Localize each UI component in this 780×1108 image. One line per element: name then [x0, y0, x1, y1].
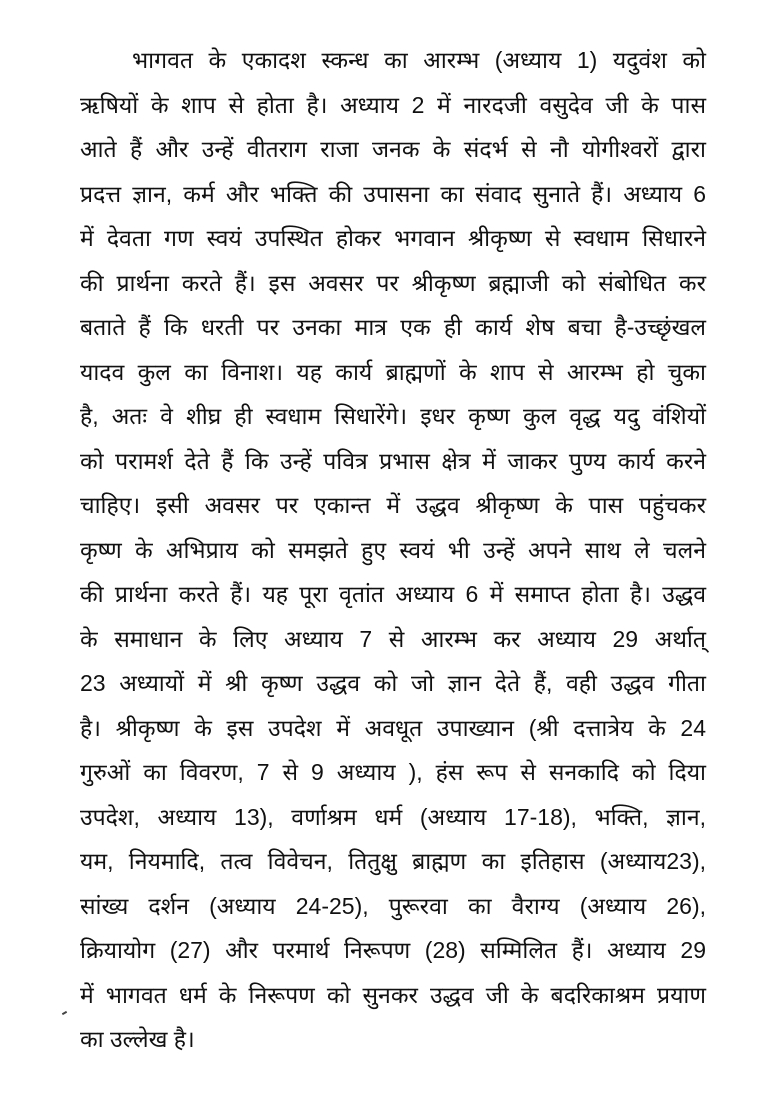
paragraph-line: भागवत के एकादश स्कन्ध का आरम्भ (अध्याय 1) यदुवंश को	[132, 47, 706, 73]
paragraph-line: का उल्लेख है।	[80, 1026, 195, 1052]
paragraph-line: को परामर्श देते हैं कि उन्हें पवित्र प्रभास क्षेत्र में जाकर पुण्य कार्य करने	[80, 447, 706, 474]
paragraph-line: क्रियायोग (27) और परमार्थ निरूपण (28) सम्मिलित हैं। अध्याय 29	[80, 937, 706, 963]
paragraph-line: सांख्य दर्शन (अध्याय 24-25), पुरूरवा का वैराग्य (अध्याय 26),	[80, 892, 706, 919]
paragraph-line: में भागवत धर्म के निरूपण को सुनकर उद्धव जी के बदरिकाश्रम प्रयाण	[80, 981, 706, 1008]
paragraph-line: चाहिए। इसी अवसर पर एकान्त में उद्धव श्रीकृष्ण के पास पहुंचकर	[80, 492, 706, 518]
paragraph-line: है। श्रीकृष्ण के इस उपदेश में अवधूत उपाख्यान (श्री दत्तात्रेय के 24	[80, 714, 706, 741]
stray-mark	[62, 1011, 67, 1015]
paragraph-line: यादव कुल का विनाश। यह कार्य ब्राह्मणों के शाप से आरम्भ हो चुका	[80, 358, 706, 385]
paragraph-line: आते हैं और उन्हें वीतराग राजा जनक के संदर्भ से नौ योगीश्वरों द्वारा	[80, 136, 706, 162]
paragraph-line: 23 अध्यायों में श्री कृष्ण उद्धव को जो ज्ञान देते हैं, वही उद्धव गीता	[80, 670, 706, 696]
paragraph-line: उपदेश, अध्याय 13), वर्णाश्रम धर्म (अध्याय 17-18), भक्ति, ज्ञान,	[80, 803, 706, 830]
paragraph-line: की प्रार्थना करते हैं। यह पूरा वृतांत अध्याय 6 में समाप्त होता है। उद्धव	[80, 581, 706, 607]
paragraph-line: के समाधान के लिए अध्याय 7 से आरम्भ कर अध्याय 29 अर्थात्	[80, 625, 706, 652]
paragraph-line: में देवता गण स्वयं उपस्थित होकर भगवान श्रीकृष्ण से स्वधाम सिधारने	[80, 225, 706, 251]
paragraph-line: है, अतः वे शीघ्र ही स्वधाम सिधारेंगे। इधर कृष्ण कुल वृद्ध यदु वंशियों	[80, 403, 706, 429]
paragraph-line: कृष्ण के अभिप्राय को समझते हुए स्वयं भी उन्हें अपने साथ ले चलने	[80, 536, 706, 563]
paragraph-line: ऋषियों के शाप से होता है। अध्याय 2 में नारदजी वसुदेव जी के पास	[80, 91, 706, 118]
paragraph-line: प्रदत्त ज्ञान, कर्म और भक्ति की उपासना का संवाद सुनाते हैं। अध्याय 6	[80, 180, 706, 207]
paragraph-line: की प्रार्थना करते हैं। इस अवसर पर श्रीकृष्ण ब्रह्माजी को संबोधित कर	[80, 269, 706, 296]
paragraph-line: यम, नियमादि, तत्व विवेचन, तितुक्षु ब्राह्मण का इतिहास (अध्याय23),	[80, 848, 706, 874]
document-body	[80, 38, 706, 1062]
paragraph-line: गुरुओं का विवरण, 7 से 9 अध्याय ), हंस रूप से सनकादि को दिया	[80, 759, 706, 785]
paragraph-line: बताते हैं कि धरती पर उनका मात्र एक ही कार्य शेष बचा है-उच्छृंखल	[80, 314, 706, 340]
